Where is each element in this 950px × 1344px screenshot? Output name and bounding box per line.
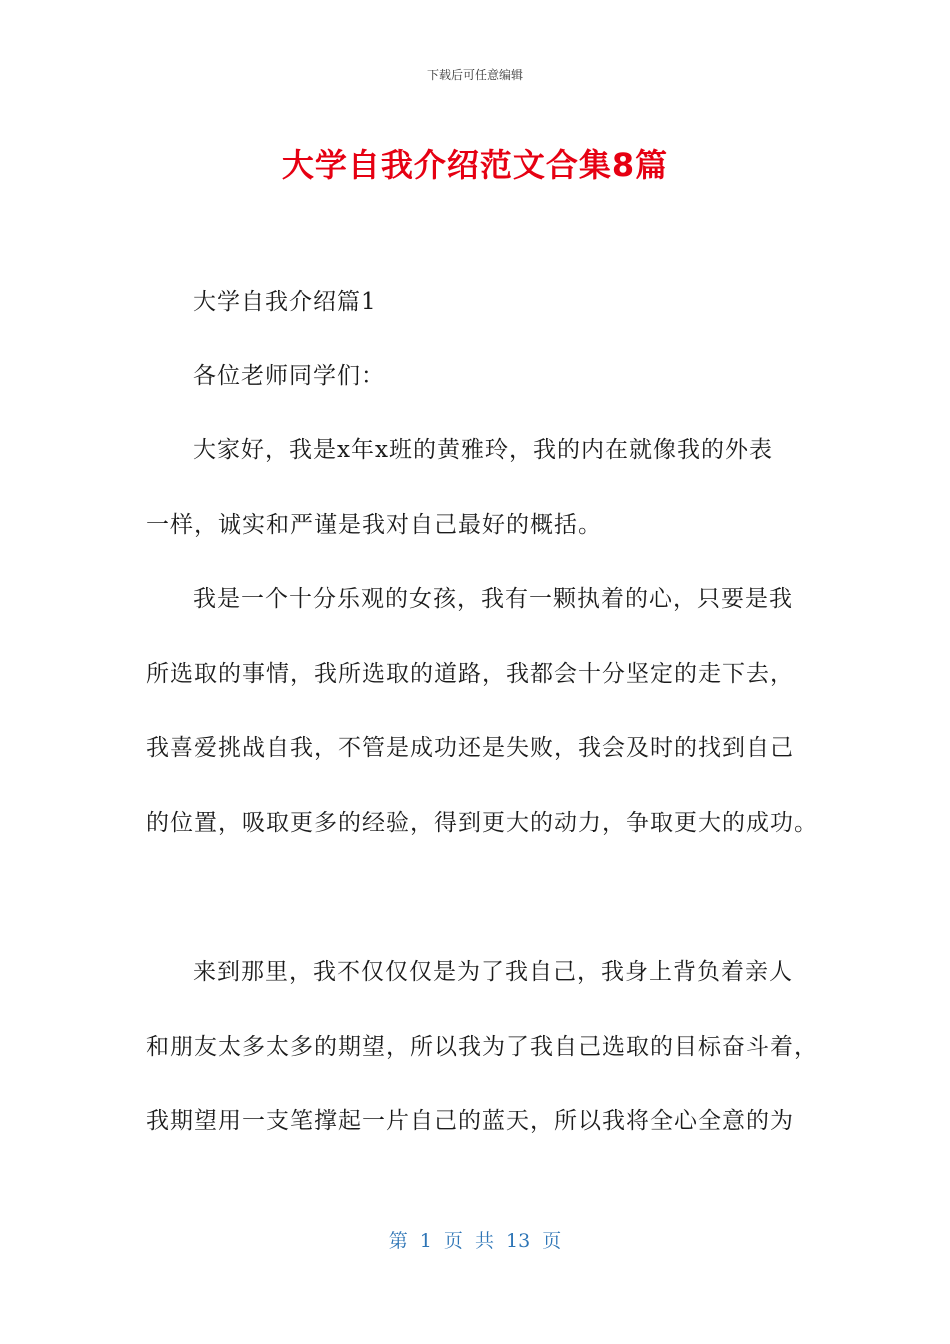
paragraph-line: 所选取的事情，我所选取的道路，我都会十分坚定的走下去， bbox=[146, 661, 794, 687]
section-heading: 大学自我介绍篇1 bbox=[193, 289, 377, 315]
page-number-footer: 第 1 页 共 13 页 bbox=[388, 1230, 562, 1252]
paragraph-line: 大家好，我是x年x班的黄雅玲，我的内在就像我的外表 bbox=[193, 437, 773, 463]
document-title: 大学自我介绍范文合集8篇 bbox=[281, 146, 669, 184]
paragraph-line: 的位置，吸取更多的经验，得到更大的动力，争取更大的成功。 bbox=[146, 810, 818, 836]
paragraph-line: 我是一个十分乐观的女孩，我有一颗执着的心，只要是我 bbox=[193, 586, 793, 612]
header-note: 下载后可任意编辑 bbox=[426, 68, 523, 82]
paragraph-line: 和朋友太多太多的期望，所以我为了我自己选取的目标奋斗着， bbox=[146, 1034, 818, 1060]
paragraph-line: 来到那里，我不仅仅仅是为了我自己，我身上背负着亲人 bbox=[193, 959, 793, 985]
paragraph-line: 我喜爱挑战自我，不管是成功还是失败，我会及时的找到自己 bbox=[146, 735, 794, 761]
salutation: 各位老师同学们： bbox=[193, 363, 385, 389]
paragraph-line: 一样，诚实和严谨是我对自己最好的概括。 bbox=[146, 512, 602, 538]
paragraph-line: 我期望用一支笔撑起一片自己的蓝天，所以我将全心全意的为 bbox=[146, 1108, 794, 1134]
